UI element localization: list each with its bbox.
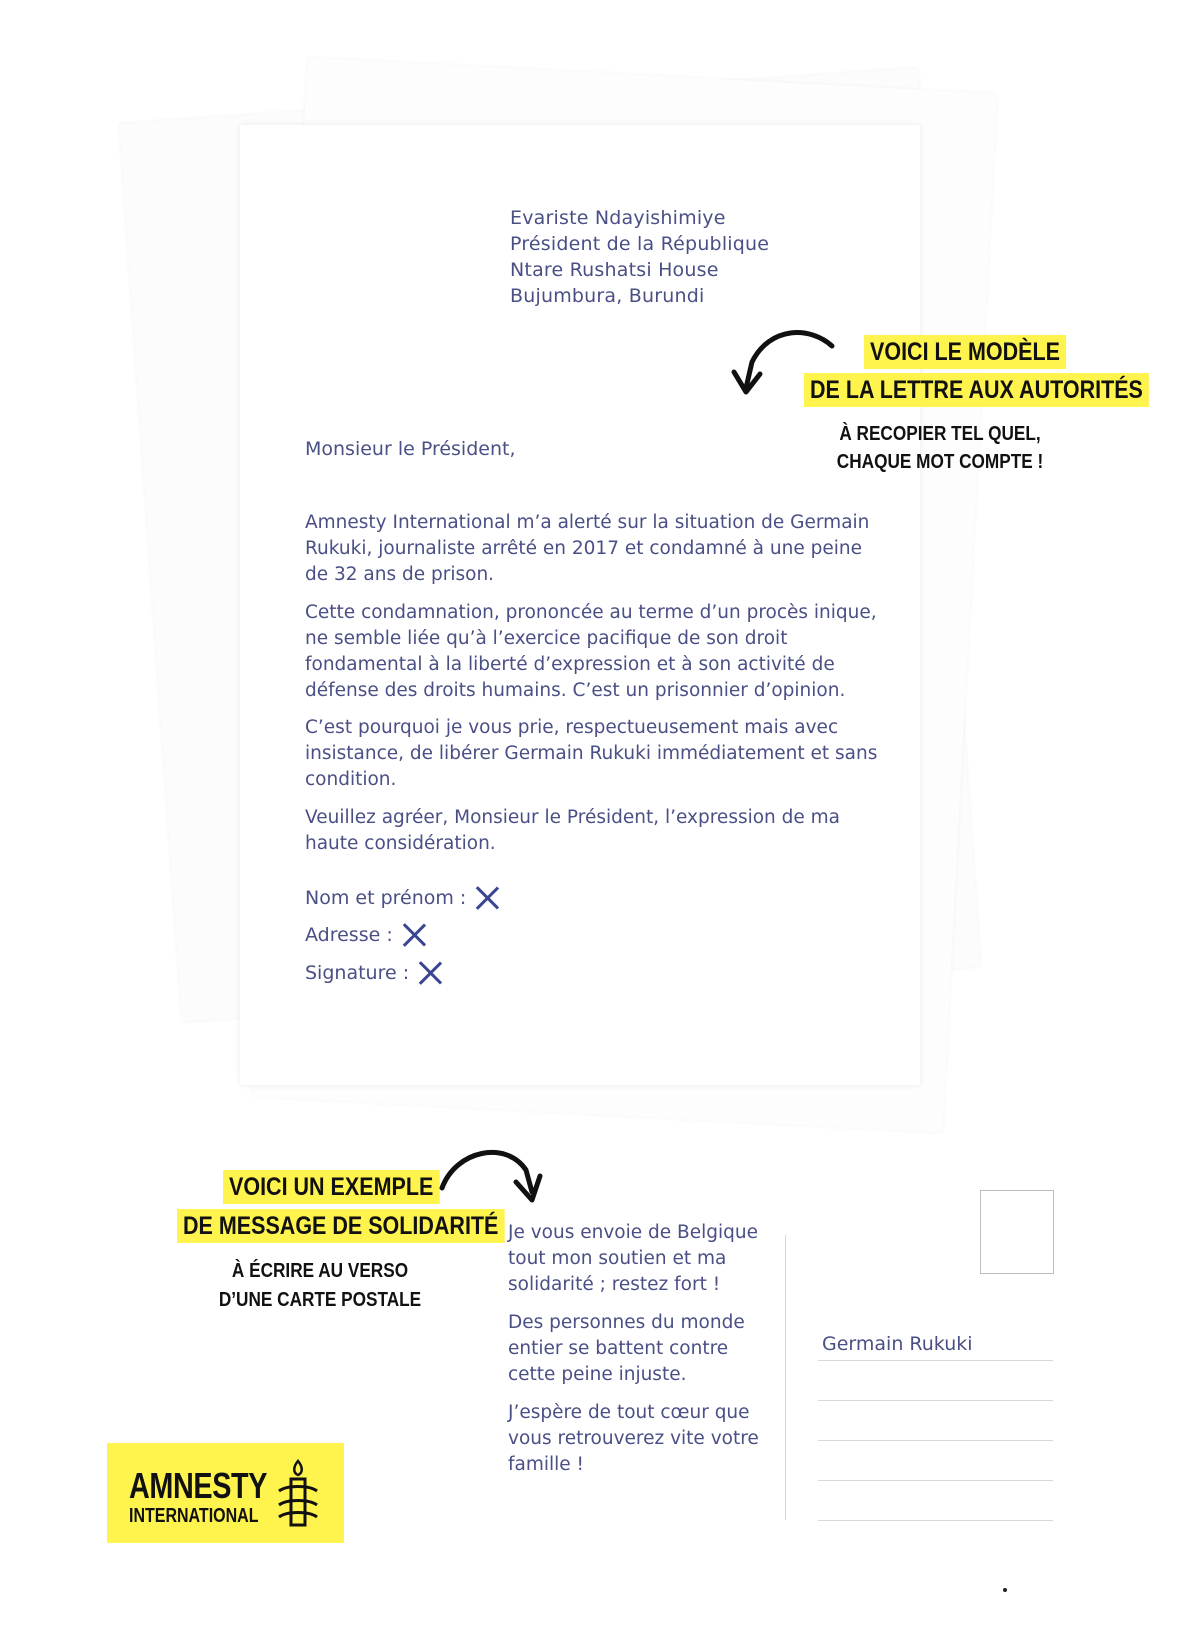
curved-arrow-icon	[436, 1140, 546, 1210]
letter-paragraph: C’est pourquoi je vous prie, respectueusement mais avec insistance, de libérer Germain Rukuki immédiatement et sans condition.	[305, 717, 878, 790]
letter-callout-line1: VOICI LE MODÈLE	[864, 335, 1066, 369]
card-callout-line1: VOICI UN EXEMPLE	[223, 1170, 439, 1204]
address-field-label: Adresse :	[305, 924, 393, 946]
candle-barbed-wire-icon	[275, 1457, 321, 1531]
address-field	[305, 922, 427, 948]
address-line	[818, 1440, 1053, 1441]
salutation: Monsieur le Président,	[305, 438, 516, 460]
name-field	[305, 885, 500, 911]
signature-field	[305, 960, 443, 986]
letter-paragraph: Amnesty International m’a alerté sur la situation de Germain Rukuki, journaliste arrêté en 2017 et condamné à une peine de 32 ans de prison.	[305, 512, 870, 585]
postcard-address-name: Germain Rukuki	[822, 1333, 973, 1355]
recipient-line: Bujumbura, Burundi	[510, 285, 705, 307]
name-field-label: Nom et prénom :	[305, 887, 467, 909]
stamp-box	[980, 1190, 1054, 1274]
postcard-paragraph: Des personnes du monde entier se battent contre cette peine injuste.	[508, 1312, 745, 1385]
letter-callout-note2: CHAQUE MOT COMPTE !	[836, 451, 1044, 473]
recipient-line: Evariste Ndayishimiye	[510, 207, 726, 229]
signature-field-label: Signature :	[305, 962, 410, 984]
cross-icon	[401, 922, 427, 948]
address-line	[818, 1400, 1053, 1401]
postcard-paragraph: Je vous envoie de Belgique tout mon soutien et ma solidarité ; restez fort !	[508, 1222, 758, 1295]
card-callout-line2: DE MESSAGE DE SOLIDARITÉ	[177, 1209, 504, 1243]
cross-icon	[474, 885, 500, 911]
letter-paragraph: Veuillez agréer, Monsieur le Président, l’expression de ma haute considération.	[305, 807, 841, 854]
card-callout-note2: D’UNE CARTE POSTALE	[218, 1289, 422, 1311]
logo-word-amnesty: AMNESTY	[129, 1465, 268, 1506]
amnesty-logo	[107, 1443, 344, 1543]
recipient-line: Ntare Rushatsi House	[510, 259, 719, 281]
recipient-address	[510, 205, 769, 309]
postcard-paragraph: J’espère de tout cœur que vous retrouverez vite votre famille !	[508, 1402, 759, 1475]
postcard-divider	[785, 1235, 786, 1520]
letter-callout-line2: DE LA LETTRE AUX AUTORITÉS	[804, 373, 1149, 407]
cross-icon	[417, 960, 443, 986]
recipient-line: Président de la République	[510, 233, 770, 255]
logo-word-international: INTERNATIONAL	[129, 1505, 259, 1527]
letter-callout-note1: À RECOPIER TEL QUEL,	[839, 423, 1041, 445]
speck	[1003, 1588, 1007, 1592]
address-line	[818, 1520, 1053, 1521]
card-callout-note1: À ÉCRIRE AU VERSO	[231, 1260, 409, 1282]
letter-paragraph: Cette condamnation, prononcée au terme d’un procès inique, ne semble liée qu’à l’exercice pacifique de son droit fondamental à la liberté d’expression et à son activité de défense des droits humains. C’est un prisonnier d’opinion.	[305, 602, 877, 701]
address-line	[818, 1480, 1053, 1481]
address-line	[818, 1360, 1053, 1361]
